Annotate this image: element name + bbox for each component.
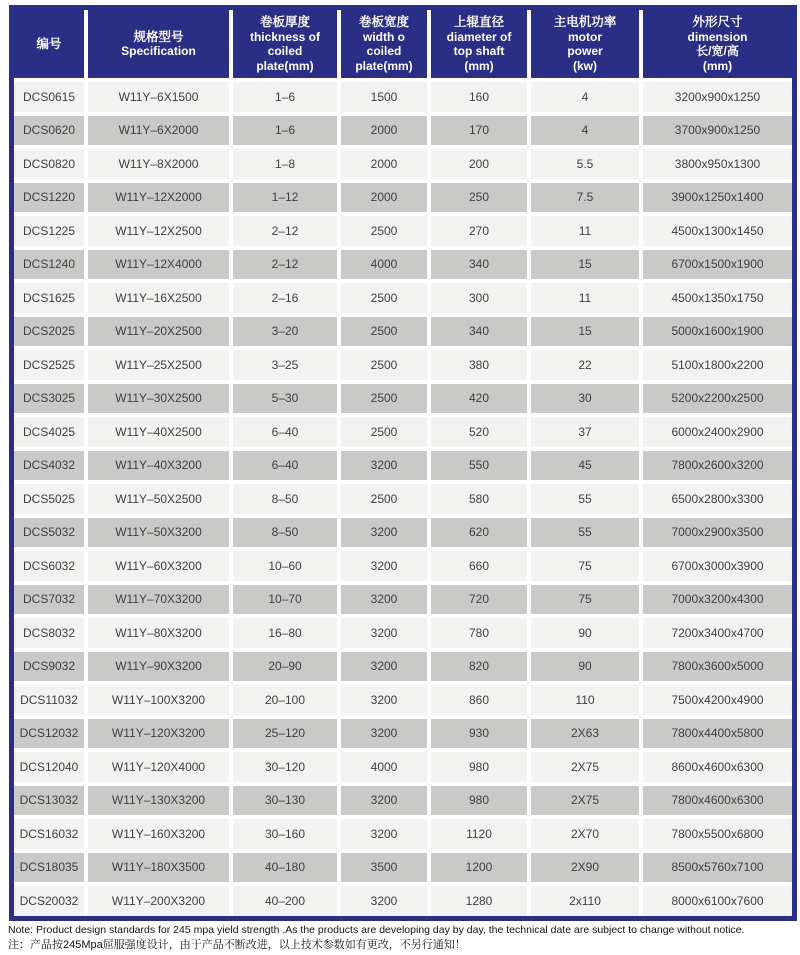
cell-coiled-thickness: 1–6 xyxy=(233,116,337,146)
column-header-line: 主电机功率 xyxy=(553,15,617,29)
cell-dimension: 7500x4200x4900 xyxy=(643,685,792,715)
cell-specification: W11Y–100X3200 xyxy=(88,685,229,715)
cell-coiled-width: 2500 xyxy=(341,384,427,414)
cell-coiled-width: 3200 xyxy=(341,685,427,715)
cell-dimension: 8000x6100x7600 xyxy=(643,886,792,916)
cell-dimension: 7800x3600x5000 xyxy=(643,652,792,682)
cell-coiled-thickness: 2–16 xyxy=(233,283,337,313)
cell-motor-power: 2x110 xyxy=(531,886,639,916)
cell-specification: W11Y–30X2500 xyxy=(88,384,229,414)
cell-model-code: DCS8032 xyxy=(14,618,84,648)
cell-coiled-width: 2500 xyxy=(341,350,427,380)
column-header-line: 长/宽/高 xyxy=(696,44,739,58)
cell-coiled-width: 3200 xyxy=(341,518,427,548)
cell-model-code: DCS5025 xyxy=(14,484,84,514)
cell-motor-power: 2X63 xyxy=(531,719,639,749)
cell-top-shaft-diameter: 1280 xyxy=(431,886,527,916)
cell-specification: W11Y–40X2500 xyxy=(88,417,229,447)
cell-specification: W11Y–120X3200 xyxy=(88,719,229,749)
cell-top-shaft-diameter: 200 xyxy=(431,149,527,179)
cell-motor-power: 5.5 xyxy=(531,149,639,179)
cell-top-shaft-diameter: 980 xyxy=(431,786,527,816)
cell-top-shaft-diameter: 780 xyxy=(431,618,527,648)
cell-top-shaft-diameter: 420 xyxy=(431,384,527,414)
cell-coiled-thickness: 40–180 xyxy=(233,853,337,883)
cell-dimension: 7200x3400x4700 xyxy=(643,618,792,648)
note-chinese: 注：产品按245Mpa屈服强度设计，由于产品不断改进，以上技术参数如有更改，不另行通知！ xyxy=(8,938,466,951)
cell-specification: W11Y–8X2000 xyxy=(88,149,229,179)
specification-table xyxy=(9,5,797,921)
cell-dimension: 3200x900x1250 xyxy=(643,82,792,112)
cell-specification: W11Y–50X2500 xyxy=(88,484,229,514)
cell-specification: W11Y–16X2500 xyxy=(88,283,229,313)
cell-specification: W11Y–40X3200 xyxy=(88,451,229,481)
column-header-line: coiled xyxy=(267,44,303,58)
cell-dimension: 6000x2400x2900 xyxy=(643,417,792,447)
cell-top-shaft-diameter: 250 xyxy=(431,183,527,213)
cell-specification: W11Y–6X2000 xyxy=(88,116,229,146)
cell-model-code: DCS3025 xyxy=(14,384,84,414)
cell-coiled-thickness: 30–130 xyxy=(233,786,337,816)
cell-coiled-thickness: 1–12 xyxy=(233,183,337,213)
cell-specification: W11Y–12X2500 xyxy=(88,216,229,246)
cell-top-shaft-diameter: 270 xyxy=(431,216,527,246)
cell-dimension: 7800x4400x5800 xyxy=(643,719,792,749)
cell-dimension: 4500x1350x1750 xyxy=(643,283,792,313)
cell-specification: W11Y–200X3200 xyxy=(88,886,229,916)
column-header-line: plate(mm) xyxy=(355,58,413,73)
cell-model-code: DCS0615 xyxy=(14,82,84,112)
column-header-specification xyxy=(88,10,229,78)
column-header-line: plate(mm) xyxy=(256,58,314,73)
column-header-coiled-thickness xyxy=(233,10,337,78)
column-header-line: 外形尺寸 xyxy=(692,15,743,29)
column-header-line: (mm) xyxy=(702,58,733,73)
column-header-line: top shaft xyxy=(453,44,505,58)
column-header-line: coiled xyxy=(366,44,402,58)
column-header-line: (mm) xyxy=(464,58,494,73)
cell-dimension: 3700x900x1250 xyxy=(643,116,792,146)
cell-top-shaft-diameter: 930 xyxy=(431,719,527,749)
cell-model-code: DCS18035 xyxy=(14,853,84,883)
cell-motor-power: 4 xyxy=(531,116,639,146)
cell-top-shaft-diameter: 1200 xyxy=(431,853,527,883)
cell-top-shaft-diameter: 720 xyxy=(431,585,527,615)
cell-coiled-thickness: 40–200 xyxy=(233,886,337,916)
cell-coiled-thickness: 2–12 xyxy=(233,250,337,280)
cell-top-shaft-diameter: 160 xyxy=(431,82,527,112)
cell-top-shaft-diameter: 550 xyxy=(431,451,527,481)
cell-dimension: 7000x2900x3500 xyxy=(643,518,792,548)
cell-motor-power: 15 xyxy=(531,317,639,347)
cell-coiled-thickness: 1–6 xyxy=(233,82,337,112)
cell-coiled-thickness: 10–70 xyxy=(233,585,337,615)
cell-motor-power: 4 xyxy=(531,82,639,112)
cell-coiled-thickness: 30–120 xyxy=(233,752,337,782)
cell-top-shaft-diameter: 980 xyxy=(431,752,527,782)
cell-coiled-width: 3200 xyxy=(341,886,427,916)
cell-dimension: 6700x1500x1900 xyxy=(643,250,792,280)
cell-specification: W11Y–80X3200 xyxy=(88,618,229,648)
cell-motor-power: 90 xyxy=(531,618,639,648)
cell-model-code: DCS1240 xyxy=(14,250,84,280)
cell-dimension: 6700x3000x3900 xyxy=(643,551,792,581)
cell-coiled-width: 3200 xyxy=(341,551,427,581)
cell-motor-power: 2X70 xyxy=(531,819,639,849)
cell-dimension: 7800x4600x6300 xyxy=(643,786,792,816)
cell-coiled-thickness: 1–8 xyxy=(233,149,337,179)
cell-coiled-width: 3200 xyxy=(341,652,427,682)
cell-top-shaft-diameter: 520 xyxy=(431,417,527,447)
cell-coiled-width: 2500 xyxy=(341,484,427,514)
cell-specification: W11Y–12X4000 xyxy=(88,250,229,280)
cell-top-shaft-diameter: 660 xyxy=(431,551,527,581)
cell-model-code: DCS1220 xyxy=(14,183,84,213)
cell-coiled-width: 4000 xyxy=(341,250,427,280)
cell-top-shaft-diameter: 340 xyxy=(431,317,527,347)
cell-model-code: DCS4025 xyxy=(14,417,84,447)
cell-coiled-thickness: 20–90 xyxy=(233,652,337,682)
column-header-line: diameter of xyxy=(446,29,512,44)
cell-coiled-thickness: 30–160 xyxy=(233,819,337,849)
cell-motor-power: 45 xyxy=(531,451,639,481)
cell-dimension: 5000x1600x1900 xyxy=(643,317,792,347)
cell-dimension: 7800x5500x6800 xyxy=(643,819,792,849)
column-header-line: dimension xyxy=(687,29,748,44)
cell-coiled-width: 3200 xyxy=(341,719,427,749)
cell-motor-power: 7.5 xyxy=(531,183,639,213)
cell-top-shaft-diameter: 300 xyxy=(431,283,527,313)
column-header-line: 卷板厚度 xyxy=(259,15,310,29)
column-header-line: power xyxy=(567,44,603,58)
cell-specification: W11Y–130X3200 xyxy=(88,786,229,816)
column-header-line: 上辊直径 xyxy=(453,15,504,29)
cell-specification: W11Y–50X3200 xyxy=(88,518,229,548)
cell-model-code: DCS5032 xyxy=(14,518,84,548)
cell-coiled-thickness: 3–25 xyxy=(233,350,337,380)
cell-specification: W11Y–6X1500 xyxy=(88,82,229,112)
cell-model-code: DCS9032 xyxy=(14,652,84,682)
column-header-dimension xyxy=(643,10,792,78)
cell-coiled-thickness: 8–50 xyxy=(233,518,337,548)
cell-model-code: DCS2525 xyxy=(14,350,84,380)
cell-specification: W11Y–160X3200 xyxy=(88,819,229,849)
cell-coiled-thickness: 3–20 xyxy=(233,317,337,347)
cell-model-code: DCS6032 xyxy=(14,551,84,581)
cell-top-shaft-diameter: 620 xyxy=(431,518,527,548)
cell-coiled-width: 3200 xyxy=(341,786,427,816)
cell-motor-power: 11 xyxy=(531,216,639,246)
cell-top-shaft-diameter: 340 xyxy=(431,250,527,280)
cell-dimension: 7000x3200x4300 xyxy=(643,585,792,615)
cell-coiled-thickness: 16–80 xyxy=(233,618,337,648)
column-header-line: (kw) xyxy=(573,58,597,73)
cell-dimension: 8500x5760x7100 xyxy=(643,853,792,883)
column-header-line: Specification xyxy=(121,44,196,58)
cell-motor-power: 2X90 xyxy=(531,853,639,883)
cell-specification: W11Y–90X3200 xyxy=(88,652,229,682)
cell-top-shaft-diameter: 860 xyxy=(431,685,527,715)
cell-model-code: DCS12040 xyxy=(14,752,84,782)
column-header-coiled-width xyxy=(341,10,427,78)
column-header-line: 卷板宽度 xyxy=(358,15,409,29)
note-english: Note: Product design standards for 245 mpa yield strength .As the products are developing day by day, the technical date are subject to change without notice. xyxy=(8,924,745,936)
cell-model-code: DCS2025 xyxy=(14,317,84,347)
cell-dimension: 5100x1800x2200 xyxy=(643,350,792,380)
cell-dimension: 3900x1250x1400 xyxy=(643,183,792,213)
cell-specification: W11Y–60X3200 xyxy=(88,551,229,581)
column-header-line: thickness of xyxy=(249,29,321,44)
column-header-code xyxy=(14,10,84,78)
cell-coiled-width: 2000 xyxy=(341,116,427,146)
cell-coiled-width: 2500 xyxy=(341,417,427,447)
cell-coiled-width: 3200 xyxy=(341,585,427,615)
cell-coiled-thickness: 8–50 xyxy=(233,484,337,514)
cell-coiled-width: 3200 xyxy=(341,451,427,481)
cell-motor-power: 30 xyxy=(531,384,639,414)
cell-top-shaft-diameter: 380 xyxy=(431,350,527,380)
column-header-top-shaft-diameter xyxy=(431,10,527,78)
cell-coiled-width: 3200 xyxy=(341,819,427,849)
cell-coiled-thickness: 10–60 xyxy=(233,551,337,581)
cell-model-code: DCS1625 xyxy=(14,283,84,313)
cell-specification: W11Y–20X2500 xyxy=(88,317,229,347)
cell-coiled-thickness: 5–30 xyxy=(233,384,337,414)
cell-motor-power: 11 xyxy=(531,283,639,313)
cell-motor-power: 37 xyxy=(531,417,639,447)
cell-top-shaft-diameter: 820 xyxy=(431,652,527,682)
cell-dimension: 5200x2200x2500 xyxy=(643,384,792,414)
cell-model-code: DCS1225 xyxy=(14,216,84,246)
cell-model-code: DCS13032 xyxy=(14,786,84,816)
cell-specification: W11Y–25X2500 xyxy=(88,350,229,380)
cell-motor-power: 55 xyxy=(531,484,639,514)
cell-coiled-width: 4000 xyxy=(341,752,427,782)
cell-coiled-thickness: 6–40 xyxy=(233,417,337,447)
cell-coiled-thickness: 2–12 xyxy=(233,216,337,246)
cell-motor-power: 55 xyxy=(531,518,639,548)
cell-motor-power: 2X75 xyxy=(531,752,639,782)
cell-top-shaft-diameter: 170 xyxy=(431,116,527,146)
cell-model-code: DCS7032 xyxy=(14,585,84,615)
cell-coiled-width: 1500 xyxy=(341,82,427,112)
cell-coiled-width: 3200 xyxy=(341,618,427,648)
cell-motor-power: 2X75 xyxy=(531,786,639,816)
cell-specification: W11Y–70X3200 xyxy=(88,585,229,615)
footnotes xyxy=(8,923,792,952)
cell-motor-power: 110 xyxy=(531,685,639,715)
cell-model-code: DCS0820 xyxy=(14,149,84,179)
cell-coiled-thickness: 20–100 xyxy=(233,685,337,715)
cell-dimension: 6500x2800x3300 xyxy=(643,484,792,514)
column-header-line: width o xyxy=(363,29,405,44)
cell-coiled-width: 2500 xyxy=(341,216,427,246)
cell-coiled-width: 2500 xyxy=(341,283,427,313)
cell-motor-power: 22 xyxy=(531,350,639,380)
cell-model-code: DCS0620 xyxy=(14,116,84,146)
cell-dimension: 8600x4600x6300 xyxy=(643,752,792,782)
cell-model-code: DCS20032 xyxy=(14,886,84,916)
cell-coiled-thickness: 6–40 xyxy=(233,451,337,481)
cell-coiled-width: 2000 xyxy=(341,149,427,179)
cell-coiled-width: 2500 xyxy=(341,317,427,347)
cell-top-shaft-diameter: 580 xyxy=(431,484,527,514)
cell-coiled-width: 2000 xyxy=(341,183,427,213)
column-header-line: motor xyxy=(568,29,602,44)
cell-dimension: 3800x950x1300 xyxy=(643,149,792,179)
cell-motor-power: 75 xyxy=(531,585,639,615)
column-header-line: 规格型号 xyxy=(133,29,184,44)
cell-specification: W11Y–180X3500 xyxy=(88,853,229,883)
column-header-line: 编号 xyxy=(36,36,62,51)
cell-model-code: DCS16032 xyxy=(14,819,84,849)
cell-model-code: DCS11032 xyxy=(14,685,84,715)
cell-model-code: DCS12032 xyxy=(14,719,84,749)
column-header-motor-power xyxy=(531,10,639,78)
cell-dimension: 4500x1300x1450 xyxy=(643,216,792,246)
cell-model-code: DCS4032 xyxy=(14,451,84,481)
cell-motor-power: 15 xyxy=(531,250,639,280)
cell-coiled-width: 3500 xyxy=(341,853,427,883)
cell-motor-power: 90 xyxy=(531,652,639,682)
cell-specification: W11Y–120X4000 xyxy=(88,752,229,782)
cell-specification: W11Y–12X2000 xyxy=(88,183,229,213)
cell-coiled-thickness: 25–120 xyxy=(233,719,337,749)
cell-motor-power: 75 xyxy=(531,551,639,581)
cell-top-shaft-diameter: 1120 xyxy=(431,819,527,849)
cell-dimension: 7800x2600x3200 xyxy=(643,451,792,481)
